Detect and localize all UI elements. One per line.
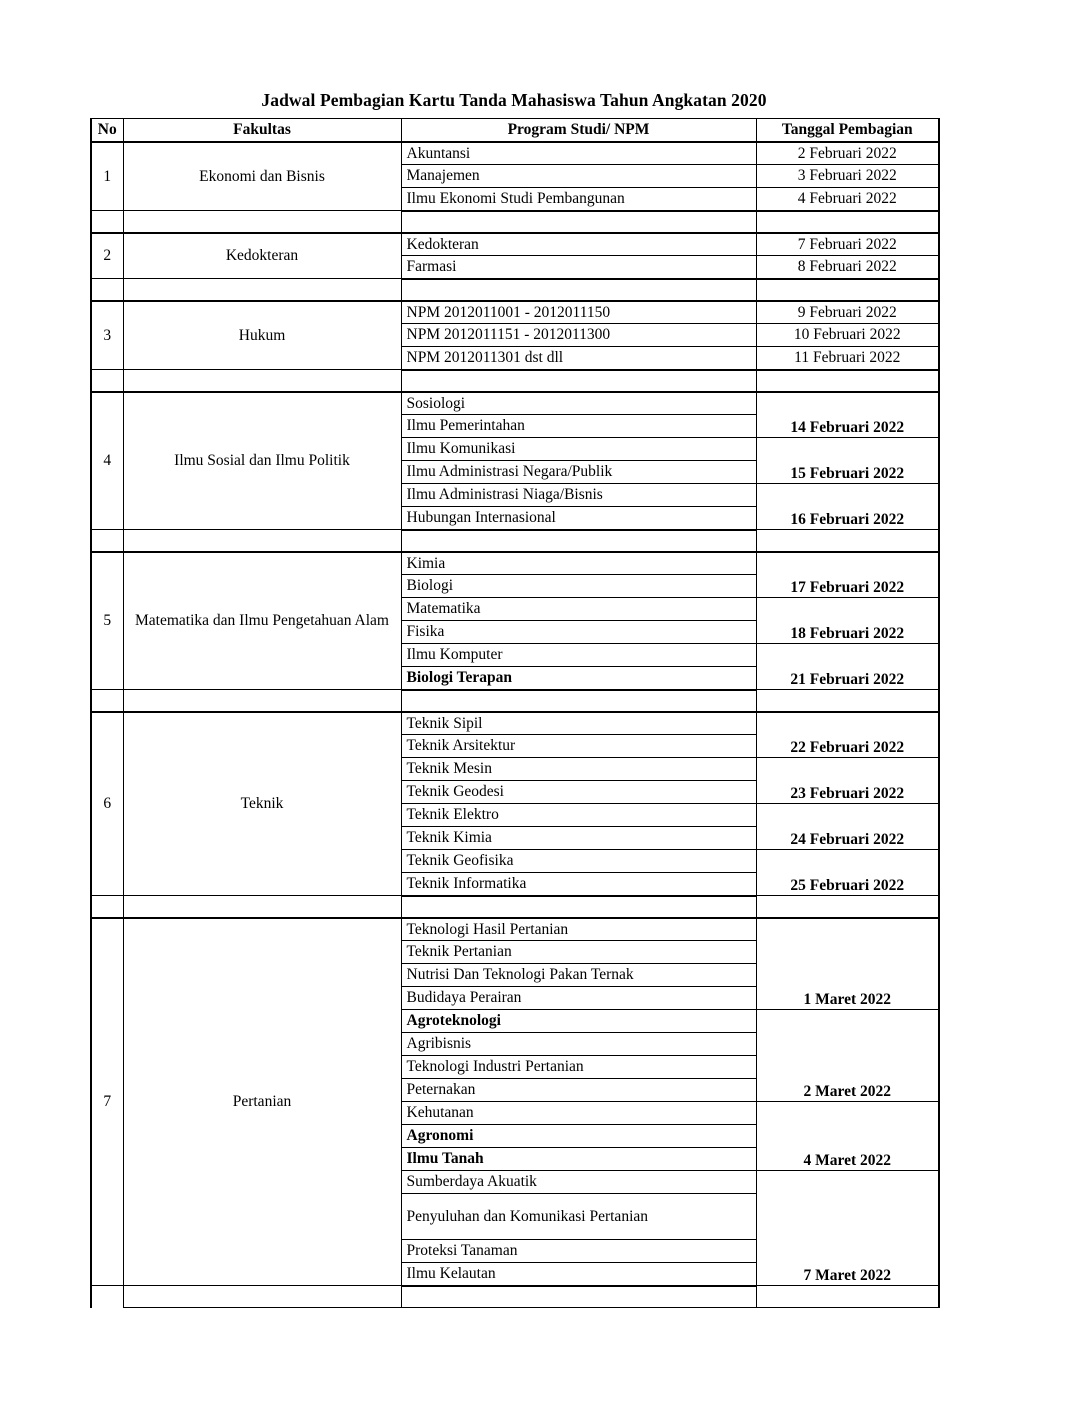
faculty-name: Kedokteran [123, 233, 401, 279]
distribution-date: 17 Februari 2022 [756, 552, 939, 598]
spacer-cell-no [91, 370, 123, 392]
program-name: Ilmu Ekonomi Studi Pembangunan [401, 188, 756, 211]
distribution-date: 23 Februari 2022 [756, 758, 939, 804]
program-name: Teknik Informatika [401, 873, 756, 896]
program-name: Peternakan [401, 1079, 756, 1102]
row-number: 3 [91, 301, 123, 370]
program-name: Kehutanan [401, 1102, 756, 1125]
spacer-cell-fakultas [123, 370, 401, 392]
program-name: Hubungan Internasional [401, 507, 756, 530]
distribution-date: 15 Februari 2022 [756, 438, 939, 484]
faculty-name: Ilmu Sosial dan Ilmu Politik [123, 392, 401, 530]
distribution-date: 16 Februari 2022 [756, 484, 939, 530]
program-name: Proteksi Tanaman [401, 1240, 756, 1263]
program-name: Penyuluhan dan Komunikasi Pertanian [401, 1194, 756, 1240]
program-name: Ilmu Administrasi Negara/Publik [401, 461, 756, 484]
program-name: Fisika [401, 621, 756, 644]
spacer-cell-program [401, 370, 756, 392]
distribution-date: 11 Februari 2022 [756, 347, 939, 370]
spacer-cell-tanggal [756, 370, 939, 392]
program-name: Farmasi [401, 256, 756, 279]
program-name: NPM 2012011151 - 2012011300 [401, 324, 756, 347]
program-name: Teknik Arsitektur [401, 735, 756, 758]
column-header-program: Program Studi/ NPM [401, 119, 756, 142]
program-name: Ilmu Komputer [401, 644, 756, 667]
distribution-date: 2 Februari 2022 [756, 142, 939, 165]
faculty-name: Hukum [123, 301, 401, 370]
spacer-cell-no [91, 530, 123, 552]
program-name: Biologi Terapan [401, 667, 756, 690]
faculty-name: Pertanian [123, 918, 401, 1286]
row-number: 2 [91, 233, 123, 279]
faculty-name: Teknik [123, 712, 401, 896]
spacer-row [91, 211, 939, 233]
column-header-no: No [91, 119, 123, 142]
spacer-row [91, 896, 939, 918]
spacer-cell-program [401, 530, 756, 552]
program-name: NPM 2012011301 dst dll [401, 347, 756, 370]
distribution-date: 2 Maret 2022 [756, 1010, 939, 1102]
program-name: Nutrisi Dan Teknologi Pakan Ternak [401, 964, 756, 987]
program-name: Kimia [401, 552, 756, 575]
program-name: Biologi [401, 575, 756, 598]
schedule-table [90, 118, 940, 1308]
spacer-cell-fakultas [123, 530, 401, 552]
program-name: NPM 2012011001 - 2012011150 [401, 301, 756, 324]
program-name: Ilmu Kelautan [401, 1263, 756, 1286]
table-row [91, 552, 939, 575]
distribution-date: 14 Februari 2022 [756, 392, 939, 438]
table-row [91, 918, 939, 941]
spacer-row [91, 530, 939, 552]
program-name: Teknik Kimia [401, 827, 756, 850]
spacer-cell-program [401, 211, 756, 233]
spacer-cell-tanggal [756, 896, 939, 918]
distribution-date: 25 Februari 2022 [756, 850, 939, 896]
row-number: 5 [91, 552, 123, 690]
spacer-row [91, 1286, 939, 1308]
program-name: Teknik Pertanian [401, 941, 756, 964]
spacer-cell-fakultas [123, 279, 401, 301]
spacer-cell-no [91, 1286, 123, 1308]
spacer-cell-program [401, 279, 756, 301]
program-name: Kedokteran [401, 233, 756, 256]
spacer-cell-fakultas [123, 211, 401, 233]
distribution-date: 1 Maret 2022 [756, 918, 939, 1010]
distribution-date: 10 Februari 2022 [756, 324, 939, 347]
distribution-date: 21 Februari 2022 [756, 644, 939, 690]
column-header-tanggal: Tanggal Pembagian [756, 119, 939, 142]
spacer-cell-program [401, 896, 756, 918]
table-row [91, 233, 939, 256]
distribution-date: 24 Februari 2022 [756, 804, 939, 850]
distribution-date: 7 Maret 2022 [756, 1171, 939, 1286]
program-name: Agronomi [401, 1125, 756, 1148]
header-row [91, 119, 939, 142]
distribution-date: 8 Februari 2022 [756, 256, 939, 279]
spacer-cell-tanggal [756, 690, 939, 712]
table-row [91, 301, 939, 324]
spacer-row [91, 370, 939, 392]
distribution-date: 18 Februari 2022 [756, 598, 939, 644]
table-row [91, 392, 939, 415]
distribution-date: 7 Februari 2022 [756, 233, 939, 256]
spacer-cell-no [91, 896, 123, 918]
program-name: Agribisnis [401, 1033, 756, 1056]
program-name: Ilmu Komunikasi [401, 438, 756, 461]
distribution-date: 9 Februari 2022 [756, 301, 939, 324]
program-name: Manajemen [401, 165, 756, 188]
table-body [91, 142, 939, 1308]
spacer-row [91, 690, 939, 712]
program-name: Matematika [401, 598, 756, 621]
program-name: Sosiologi [401, 392, 756, 415]
program-name: Teknik Geofisika [401, 850, 756, 873]
spacer-cell-fakultas [123, 1286, 401, 1308]
spacer-cell-tanggal [756, 211, 939, 233]
page-title: Jadwal Pembagian Kartu Tanda Mahasiswa Tahun Angkatan 2020 [261, 90, 767, 110]
row-number: 7 [91, 918, 123, 1286]
spacer-cell-program [401, 1286, 756, 1308]
program-name: Agroteknologi [401, 1010, 756, 1033]
table-row [91, 142, 939, 165]
distribution-date: 4 Februari 2022 [756, 188, 939, 211]
program-name: Teknologi Hasil Pertanian [401, 918, 756, 941]
spacer-cell-no [91, 279, 123, 301]
program-name: Ilmu Pemerintahan [401, 415, 756, 438]
spacer-cell-tanggal [756, 530, 939, 552]
row-number: 1 [91, 142, 123, 211]
faculty-name: Matematika dan Ilmu Pengetahuan Alam [123, 552, 401, 690]
row-number: 6 [91, 712, 123, 896]
spacer-cell-tanggal [756, 279, 939, 301]
table-header [91, 119, 939, 142]
column-header-fakultas: Fakultas [123, 119, 401, 142]
spacer-row [91, 279, 939, 301]
program-name: Teknik Sipil [401, 712, 756, 735]
spacer-cell-tanggal [756, 1286, 939, 1308]
spacer-cell-no [91, 211, 123, 233]
spacer-cell-no [91, 690, 123, 712]
distribution-date: 3 Februari 2022 [756, 165, 939, 188]
program-name: Ilmu Tanah [401, 1148, 756, 1171]
spacer-cell-fakultas [123, 690, 401, 712]
program-name: Teknik Elektro [401, 804, 756, 827]
program-name: Teknik Geodesi [401, 781, 756, 804]
distribution-date: 4 Maret 2022 [756, 1102, 939, 1171]
spacer-cell-program [401, 690, 756, 712]
row-number: 4 [91, 392, 123, 530]
table-row [91, 712, 939, 735]
distribution-date: 22 Februari 2022 [756, 712, 939, 758]
faculty-name: Ekonomi dan Bisnis [123, 142, 401, 211]
program-name: Ilmu Administrasi Niaga/Bisnis [401, 484, 756, 507]
program-name: Budidaya Perairan [401, 987, 756, 1010]
program-name: Teknologi Industri Pertanian [401, 1056, 756, 1079]
program-name: Teknik Mesin [401, 758, 756, 781]
spacer-cell-fakultas [123, 896, 401, 918]
program-name: Sumberdaya Akuatik [401, 1171, 756, 1194]
program-name: Akuntansi [401, 142, 756, 165]
